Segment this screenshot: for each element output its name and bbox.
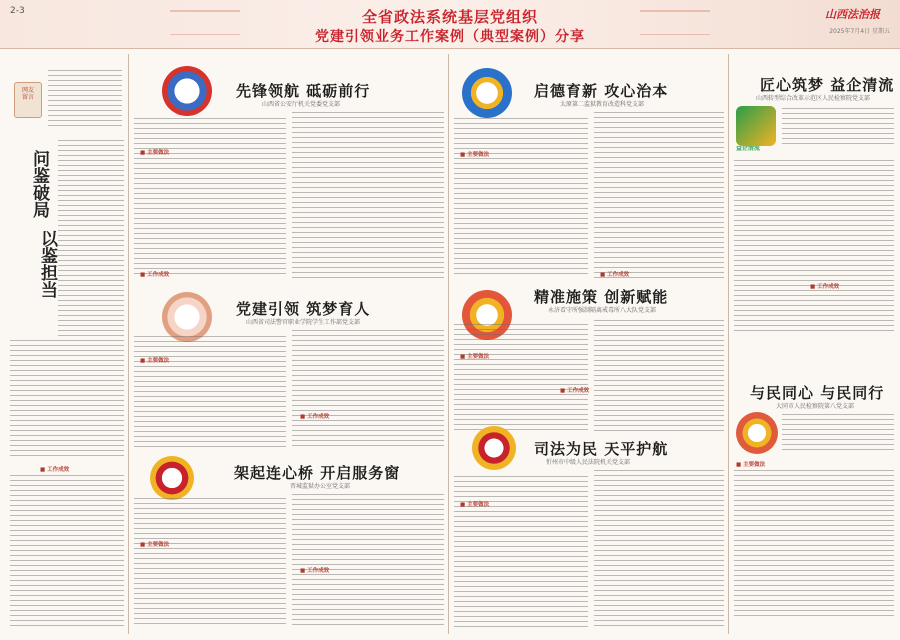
section-text xyxy=(734,470,894,620)
left-column-title: 问鉴破局 xyxy=(29,150,49,218)
intro-text xyxy=(48,70,122,130)
section-subtitle: 山西转型综合改革示范区人民检察院党支部 xyxy=(756,95,871,102)
section-text xyxy=(454,118,588,278)
section-title: 匠心筑梦 益企清流 xyxy=(760,76,895,94)
section-title: 与民同心 与民同行 xyxy=(750,384,885,402)
yiqi-logo-text: 益企清流 xyxy=(736,146,761,152)
section-subtitle: 永济看守所强制隔离戒毒所八大队党支部 xyxy=(548,307,657,314)
section-subtitle: 大同市人民检察院第八党支部 xyxy=(776,403,855,410)
subhead-results: ■ 工作成效 xyxy=(810,284,840,290)
section-text xyxy=(594,470,724,628)
procuratorate-logo-icon xyxy=(736,412,778,454)
section-subtitle: 山西省公安厅机关党委党支部 xyxy=(262,101,341,108)
left-column-text xyxy=(10,340,124,460)
party-emblem-icon xyxy=(150,456,194,500)
subhead-results: ■ 工作成效 xyxy=(300,568,330,574)
section-title: 司法为民 天平护航 xyxy=(534,440,669,458)
subhead-practice: ■ 主要做法 xyxy=(736,462,766,468)
left-column-title-2: 以鉴担当 xyxy=(37,230,57,298)
yiqi-logo-icon xyxy=(736,106,776,146)
subhead-practice: ■ 主要做法 xyxy=(140,542,170,548)
left-column-text xyxy=(58,140,124,340)
section-text xyxy=(454,476,588,628)
section-text xyxy=(594,320,724,434)
section-text xyxy=(292,112,444,278)
section-text xyxy=(134,498,286,628)
subhead-results: ■ 工作成效 xyxy=(40,467,70,473)
section-title: 党建引领 筑梦育人 xyxy=(236,300,371,318)
section-text xyxy=(782,108,894,148)
court-logo-icon xyxy=(472,426,516,470)
section-text xyxy=(782,414,894,454)
subhead-practice: ■ 主要做法 xyxy=(140,358,170,364)
column-divider xyxy=(728,54,729,634)
section-text xyxy=(734,160,894,335)
section-subtitle: 山西省司法警官职业学院学生工作部党支部 xyxy=(246,319,361,326)
column-divider xyxy=(448,54,449,634)
subhead-practice: ■ 主要做法 xyxy=(140,150,170,156)
column-divider xyxy=(128,54,129,634)
section-text xyxy=(134,336,286,448)
banner-title-line2: 党建引领业务工作案例（典型案例）分享 xyxy=(315,29,585,45)
subhead-practice: ■ 主要做法 xyxy=(460,152,490,158)
prison-logo-icon xyxy=(462,68,512,118)
section-text xyxy=(454,324,588,434)
section-text xyxy=(134,118,286,278)
left-column-text xyxy=(10,475,124,630)
subhead-results: ■ 工作成效 xyxy=(140,272,170,278)
section-text xyxy=(292,494,444,628)
subhead-results: ■ 工作成效 xyxy=(300,414,330,420)
masthead: 山西法治报 xyxy=(825,8,880,21)
section-text xyxy=(292,330,444,448)
section-subtitle: 太原第二监狱教育改造科党支部 xyxy=(560,101,645,108)
banner-title-line1: 全省政法系统基层党组织 xyxy=(361,8,538,26)
subhead-practice: ■ 主要做法 xyxy=(460,354,490,360)
subhead-practice: ■ 主要做法 xyxy=(460,502,490,508)
header-banner xyxy=(0,0,900,49)
subhead-results: ■ 工作成效 xyxy=(600,272,630,278)
subhead-results: ■ 工作成效 xyxy=(560,388,590,394)
section-title: 精准施策 创新赋能 xyxy=(534,288,669,306)
section-subtitle: 忻州市中级人民法院机关党支部 xyxy=(546,459,631,466)
section-title: 先锋领航 砥砺前行 xyxy=(236,82,371,100)
issue-date: 2025年7月4日 星期五 xyxy=(829,28,890,35)
section-subtitle: 晋城监狱办公室党支部 xyxy=(290,483,351,490)
section-title: 启德育新 攻心治本 xyxy=(534,82,669,100)
academy-logo-icon xyxy=(162,292,212,342)
left-column-tag: 网友 留言 xyxy=(14,82,42,118)
page-number: 2-3 xyxy=(10,6,25,16)
section-title: 架起连心桥 开启服务窗 xyxy=(234,464,401,482)
section-text xyxy=(594,112,724,278)
police-logo-icon xyxy=(162,66,212,116)
